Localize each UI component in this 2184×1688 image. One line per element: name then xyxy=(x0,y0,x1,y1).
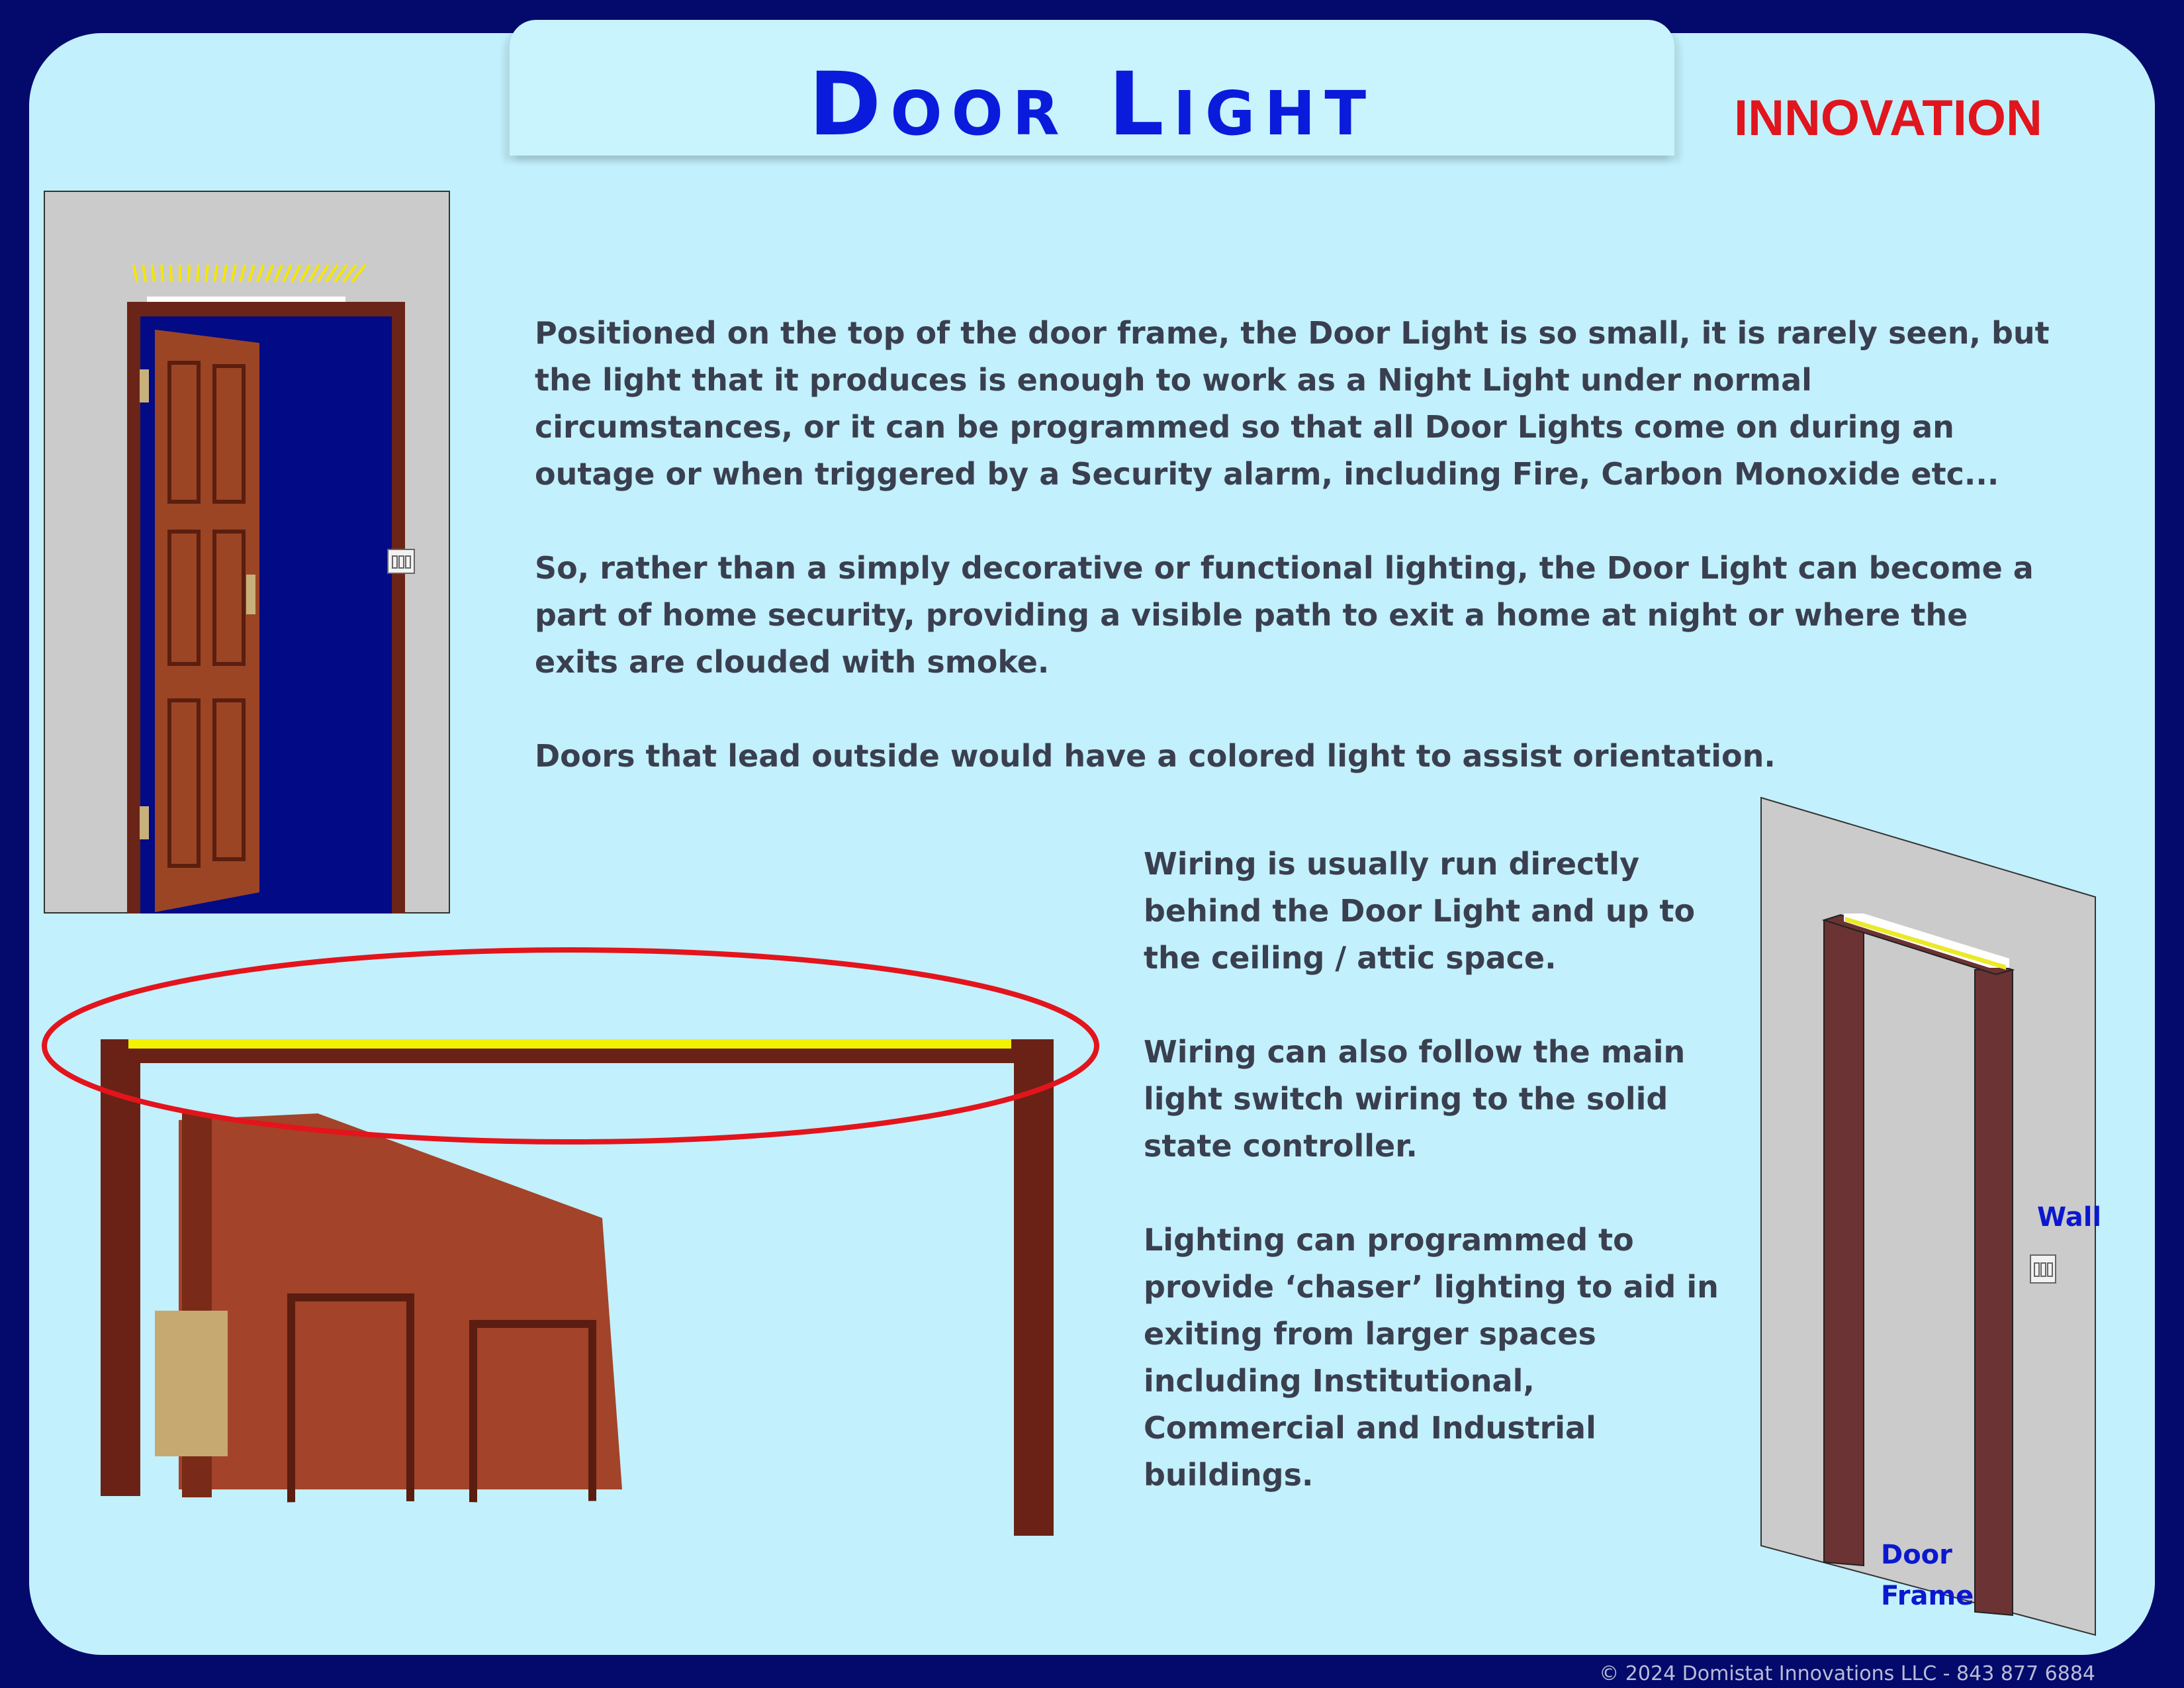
intro-text xyxy=(535,310,2057,827)
intro-paragraph: So, rather than a simply decorative or functional lighting, the Door Light can become a part of home security, providing a visible path to exit a home at night or where the exits are clouded with smoke. xyxy=(535,550,2034,680)
frame-closeup-illustration xyxy=(33,940,1112,1536)
wiring-paragraph: Wiring is usually run directly behind the Door Light and up to the ceiling / attic space. xyxy=(1144,846,1696,976)
wiring-paragraph: Wiring can also follow the main light switch wiring to the solid state controller. xyxy=(1144,1034,1686,1164)
wiring-text xyxy=(1144,841,1726,1546)
door-frame-label xyxy=(1881,1534,1974,1617)
intro-paragraph: Positioned on the top of the door frame, the Door Light is so small, it is rarely seen, but the light that it produces is enough to work as a Night Light under normal circumstances, or it can be programmed so that all Door Lights come on during an outage or when triggered by a Security alarm, including Fire, Carbon Monoxide etc... xyxy=(535,315,2050,492)
open-door-illustration xyxy=(44,191,450,914)
light-switch-icon xyxy=(2030,1255,2056,1283)
intro-paragraph: Doors that lead outside would have a colored light to assist orientation. xyxy=(535,738,1776,774)
wiring-paragraph: Lighting can programmed to provide ‘chaser’ lighting to aid in exiting from larger spaces including Institutional, Commercial and Industrial buildings. xyxy=(1144,1222,1719,1493)
copyright-footer: © 2024 Domistat Innovations LLC - 843 877 6884 xyxy=(1599,1662,2095,1685)
wall-label: Wall xyxy=(2037,1202,2102,1233)
innovation-badge: INNOVATION xyxy=(1734,90,2042,146)
door-frame-label-line1: Door xyxy=(1881,1540,1952,1570)
door-frame-label-line2: Frame xyxy=(1881,1581,1974,1611)
light-switch-icon xyxy=(388,549,414,573)
page-title: Door Light xyxy=(808,54,1376,156)
